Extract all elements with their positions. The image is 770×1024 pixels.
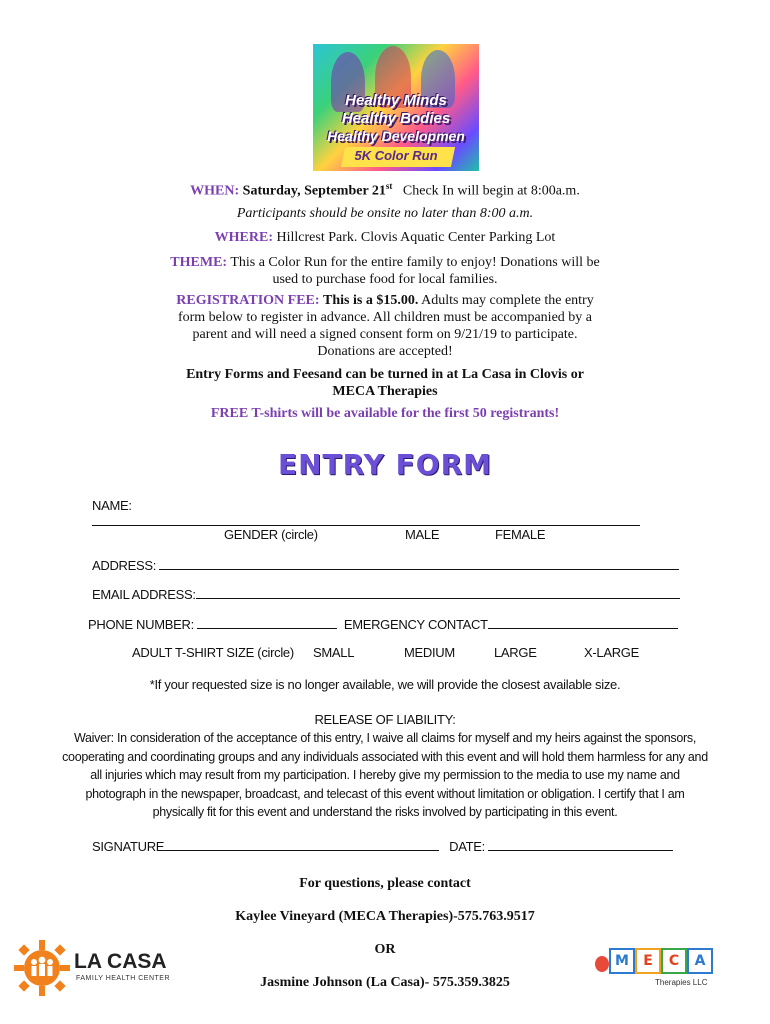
release-line-3: all injuries which may result from my participation. I hereby give my permission to the media to use my name and: [90, 768, 680, 782]
phone-label: PHONE NUMBER:: [88, 617, 194, 632]
date-line[interactable]: [488, 838, 673, 851]
meca-block-m: M: [609, 948, 635, 974]
address-line[interactable]: [159, 557, 679, 570]
entry-forms-line-2: MECA Therapies: [332, 384, 438, 399]
name-line[interactable]: [92, 513, 640, 526]
release-text: [0, 729, 770, 822]
contact-person-1: Kaylee Vineyard (MECA Therapies)-575.763.9517: [235, 909, 535, 924]
address-label: ADDRESS:: [92, 558, 157, 573]
meca-block-a: A: [687, 948, 713, 974]
la-casa-logo: [12, 938, 182, 998]
meca-block-c: C: [661, 948, 687, 974]
gender-male-option[interactable]: MALE: [405, 527, 440, 542]
release-line-4: photograph in the newspaper, broadcast, and telecast of this event without limitation or obligation. I certify that I am: [85, 786, 685, 801]
email-field[interactable]: [92, 586, 682, 602]
signature-row: [92, 838, 692, 854]
tshirt-xlarge-option[interactable]: X-LARGE: [584, 645, 639, 660]
tshirt-label: ADULT T-SHIRT SIZE (circle): [132, 645, 294, 660]
email-line[interactable]: [196, 586, 680, 599]
release-line-5: physically fit for this event and understand the risks involved by participating in this event.: [152, 805, 618, 819]
entry-forms-note: [0, 366, 770, 400]
release-line-2: cooperating and coordinating groups and any individuals associated with this event and will hold them harmless for any and: [62, 749, 708, 764]
meca-logo: [595, 930, 720, 1010]
meca-figure-icon: [595, 956, 609, 972]
signature-line[interactable]: [164, 838, 439, 851]
where-label: WHERE:: [214, 230, 274, 245]
emergency-label: EMERGENCY CONTACT: [343, 617, 488, 632]
date-label: DATE:: [449, 839, 485, 854]
registration-line-1: Adults may complete the entry: [421, 293, 594, 308]
free-tshirts-note: FREE T-shirts will be available for the first 50 registrants!: [210, 406, 560, 421]
gender-female-option[interactable]: FEMALE: [495, 527, 546, 542]
where-text: Hillcrest Park. Clovis Aquatic Center Parking Lot: [276, 230, 556, 245]
release-line-1: Waiver: In consideration of the acceptance of this entry, I waive all claims for myself and my heirs against the sponsors,: [73, 731, 697, 745]
contact-heading: For questions, please contact: [299, 876, 471, 891]
contact-or: OR: [374, 942, 396, 957]
phone-emergency-row: [88, 616, 688, 632]
email-label: EMAIL ADDRESS:: [92, 587, 196, 602]
where-line: [0, 230, 770, 246]
phone-line[interactable]: [197, 616, 337, 629]
entry-forms-line-1: Entry Forms and Feesand can be turned in at La Casa in Clovis or: [186, 367, 584, 382]
banner-line-1: Healthy Minds: [345, 92, 447, 109]
theme-block: [0, 254, 770, 288]
tshirt-small-option[interactable]: SMALL: [313, 645, 355, 660]
when-line: [0, 181, 770, 200]
banner-line-2: Healthy Bodies: [341, 110, 451, 127]
when-checkin: Check In will begin at 8:00a.m.: [402, 183, 580, 199]
theme-line-1: This a Color Run for the entire family to enjoy! Donations will be: [230, 255, 600, 270]
la-casa-name: LA CASA: [74, 950, 167, 973]
banner-line-3: Healthy Developmen: [327, 128, 465, 144]
la-casa-sun-icon: [12, 938, 72, 998]
name-field[interactable]: [92, 498, 682, 529]
color-run-banner: [313, 44, 479, 171]
contact-person-2: Jasmine Johnson (La Casa)- 575.359.3825: [260, 975, 510, 990]
registration-label: REGISTRATION FEE:: [176, 293, 320, 308]
when-date-sup: st: [385, 181, 393, 191]
address-field[interactable]: [92, 557, 682, 573]
meca-subtitle: Therapies LLC: [655, 978, 708, 987]
meca-block-e: E: [635, 948, 661, 974]
registration-line-4: Donations are accepted!: [317, 344, 453, 359]
entry-form-title: [0, 448, 770, 481]
la-casa-subtitle: FAMILY HEALTH CENTER: [76, 975, 171, 982]
theme-label: THEME:: [170, 255, 228, 270]
name-label: NAME:: [92, 498, 132, 513]
participants-note: Participants should be onsite no later than 8:00 a.m.: [236, 206, 534, 221]
registration-block: [0, 292, 770, 360]
tshirt-medium-option[interactable]: MEDIUM: [404, 645, 455, 660]
registration-line-2: form below to register in advance. All children must be accompanied by a: [177, 310, 593, 325]
when-date: Saturday, September 21: [242, 183, 386, 199]
theme-line-2: used to purchase food for local families.: [272, 272, 498, 287]
entry-form-heading: ENTRY FORM: [277, 448, 493, 481]
emergency-line[interactable]: [488, 616, 678, 629]
registration-line-3: parent and will need a signed consent form on 9/21/19 to participate.: [192, 327, 578, 342]
release-title: RELEASE OF LIABILITY:: [314, 712, 456, 727]
gender-label: GENDER (circle): [224, 527, 318, 542]
when-label: WHEN:: [190, 183, 240, 199]
tshirt-large-option[interactable]: LARGE: [494, 645, 537, 660]
size-note: *If your requested size is no longer available, we will provide the closest available size.: [149, 677, 621, 692]
signature-label: SIGNATURE: [92, 839, 165, 854]
banner-line-4: 5K Color Run: [354, 148, 438, 163]
registration-fee: This is a $15.00.: [323, 293, 419, 308]
